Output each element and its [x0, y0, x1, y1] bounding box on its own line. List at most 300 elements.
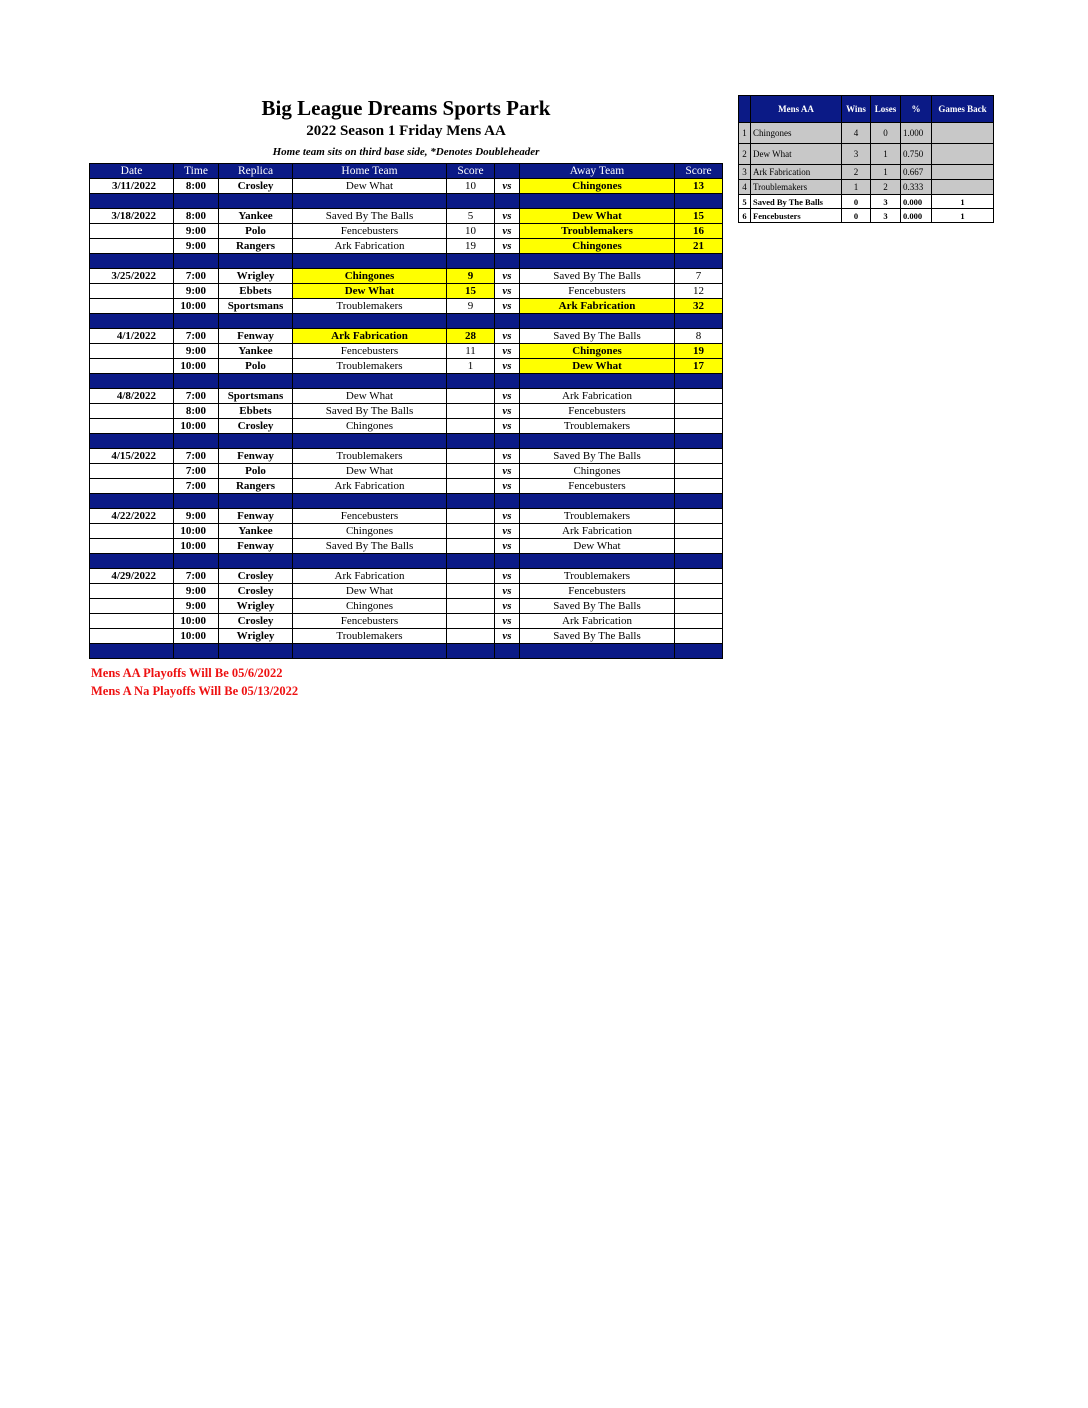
- standings-games-back: [932, 144, 994, 165]
- home-score: [447, 599, 495, 614]
- away-team: Troublemakers: [520, 509, 675, 524]
- standings-body: [739, 123, 994, 223]
- away-score: 8: [675, 329, 723, 344]
- standings-col-pct: %: [901, 96, 932, 123]
- standings-team: Troublemakers: [751, 180, 842, 195]
- home-score: 10: [447, 179, 495, 194]
- game-time: 10:00: [174, 614, 219, 629]
- separator-cell: [447, 434, 495, 449]
- vs-label: vs: [495, 569, 520, 584]
- separator-cell: [447, 494, 495, 509]
- game-time: 7:00: [174, 389, 219, 404]
- home-score: [447, 389, 495, 404]
- home-team: Saved By The Balls: [293, 404, 447, 419]
- away-team: Ark Fabrication: [520, 614, 675, 629]
- separator-cell: [520, 434, 675, 449]
- game-row: [90, 359, 723, 374]
- separator-cell: [293, 194, 447, 209]
- game-time: 9:00: [174, 224, 219, 239]
- game-time: 10:00: [174, 359, 219, 374]
- game-row: [90, 299, 723, 314]
- standings-team: Fencebusters: [751, 209, 842, 223]
- game-replica: Yankee: [219, 344, 293, 359]
- separator-cell: [174, 194, 219, 209]
- game-time: 9:00: [174, 584, 219, 599]
- game-date: [90, 629, 174, 644]
- separator-cell: [90, 644, 174, 659]
- away-score: [675, 479, 723, 494]
- away-team: Troublemakers: [520, 569, 675, 584]
- home-score: 9: [447, 269, 495, 284]
- game-row: [90, 524, 723, 539]
- game-replica: Yankee: [219, 209, 293, 224]
- vs-label: vs: [495, 344, 520, 359]
- standings-team: Ark Fabrication: [751, 165, 842, 180]
- away-team: Ark Fabrication: [520, 524, 675, 539]
- away-team: Saved By The Balls: [520, 629, 675, 644]
- standings-rank: 2: [739, 144, 751, 165]
- game-row: [90, 584, 723, 599]
- page-subtitle: 2022 Season 1 Friday Mens AA: [306, 123, 506, 139]
- playoff-note-a: Mens A Na Playoffs Will Be 05/13/2022: [91, 684, 299, 698]
- game-row: [90, 344, 723, 359]
- vs-label: vs: [495, 599, 520, 614]
- standings-team: Saved By The Balls: [751, 195, 842, 209]
- vs-label: vs: [495, 479, 520, 494]
- week-separator: [90, 314, 723, 329]
- separator-cell: [520, 314, 675, 329]
- away-team: Fencebusters: [520, 479, 675, 494]
- home-team: Dew What: [293, 389, 447, 404]
- game-row: [90, 329, 723, 344]
- game-time: 8:00: [174, 209, 219, 224]
- standings-team: Dew What: [751, 144, 842, 165]
- game-replica: Crosley: [219, 569, 293, 584]
- game-replica: Fenway: [219, 539, 293, 554]
- game-row: [90, 449, 723, 464]
- home-team: Troublemakers: [293, 449, 447, 464]
- separator-cell: [293, 254, 447, 269]
- standings-rank: 4: [739, 180, 751, 195]
- vs-label: vs: [495, 584, 520, 599]
- away-team: Chingones: [520, 344, 675, 359]
- home-team: Fencebusters: [293, 344, 447, 359]
- separator-cell: [293, 554, 447, 569]
- away-team: Ark Fabrication: [520, 299, 675, 314]
- home-score: [447, 584, 495, 599]
- page-title: Big League Dreams Sports Park: [261, 96, 551, 120]
- away-score: 21: [675, 239, 723, 254]
- game-replica: Polo: [219, 359, 293, 374]
- game-date: [90, 224, 174, 239]
- game-date: [90, 464, 174, 479]
- separator-cell: [174, 374, 219, 389]
- separator-cell: [520, 194, 675, 209]
- separator-cell: [495, 644, 520, 659]
- home-score: 9: [447, 299, 495, 314]
- game-time: 7:00: [174, 479, 219, 494]
- standings-col-team: Mens AA: [751, 96, 842, 123]
- home-team: Chingones: [293, 599, 447, 614]
- week-separator: [90, 374, 723, 389]
- home-score: 11: [447, 344, 495, 359]
- separator-cell: [174, 494, 219, 509]
- separator-cell: [495, 254, 520, 269]
- away-score: 13: [675, 179, 723, 194]
- game-date: 3/25/2022: [90, 269, 174, 284]
- separator-cell: [495, 554, 520, 569]
- week-separator: [90, 194, 723, 209]
- standings-team: Chingones: [751, 123, 842, 144]
- home-team: Ark Fabrication: [293, 569, 447, 584]
- home-score: 1: [447, 359, 495, 374]
- game-date: [90, 299, 174, 314]
- game-date: [90, 479, 174, 494]
- separator-cell: [675, 644, 723, 659]
- separator-cell: [675, 254, 723, 269]
- standings-loses: 0: [871, 123, 901, 144]
- col-time: Time: [174, 164, 219, 179]
- game-time: 10:00: [174, 299, 219, 314]
- standings-rank: 6: [739, 209, 751, 223]
- separator-cell: [90, 194, 174, 209]
- separator-cell: [293, 494, 447, 509]
- home-score: [447, 614, 495, 629]
- standings-row: [739, 195, 994, 209]
- home-score: [447, 524, 495, 539]
- away-team: Dew What: [520, 539, 675, 554]
- col-home-team: Home Team: [293, 164, 447, 179]
- game-date: 4/1/2022: [90, 329, 174, 344]
- away-score: [675, 569, 723, 584]
- col-away-team: Away Team: [520, 164, 675, 179]
- standings-col-loses: Loses: [871, 96, 901, 123]
- home-score: [447, 629, 495, 644]
- home-score: [447, 404, 495, 419]
- game-date: [90, 404, 174, 419]
- game-replica: Polo: [219, 224, 293, 239]
- separator-cell: [675, 494, 723, 509]
- game-row: [90, 614, 723, 629]
- separator-cell: [90, 554, 174, 569]
- week-separator: [90, 644, 723, 659]
- game-date: [90, 359, 174, 374]
- vs-label: vs: [495, 449, 520, 464]
- vs-label: vs: [495, 539, 520, 554]
- separator-cell: [219, 374, 293, 389]
- game-row: [90, 569, 723, 584]
- schedule-note: Home team sits on third base side, *Denotes Doubleheader: [272, 146, 540, 158]
- home-score: [447, 479, 495, 494]
- home-score: [447, 419, 495, 434]
- standings-row: [739, 209, 994, 223]
- standings-loses: 1: [871, 144, 901, 165]
- separator-cell: [520, 554, 675, 569]
- away-score: [675, 629, 723, 644]
- game-replica: Sportsmans: [219, 299, 293, 314]
- game-replica: Wrigley: [219, 629, 293, 644]
- separator-cell: [174, 644, 219, 659]
- game-row: [90, 389, 723, 404]
- vs-label: vs: [495, 524, 520, 539]
- separator-cell: [219, 434, 293, 449]
- home-team: Saved By The Balls: [293, 209, 447, 224]
- game-replica: Yankee: [219, 524, 293, 539]
- vs-label: vs: [495, 614, 520, 629]
- away-team: Fencebusters: [520, 404, 675, 419]
- home-team: Chingones: [293, 269, 447, 284]
- game-time: 9:00: [174, 599, 219, 614]
- game-date: 4/22/2022: [90, 509, 174, 524]
- vs-label: vs: [495, 419, 520, 434]
- home-team: Fencebusters: [293, 509, 447, 524]
- col-replica: Replica: [219, 164, 293, 179]
- separator-cell: [447, 374, 495, 389]
- game-replica: Fenway: [219, 449, 293, 464]
- away-score: 32: [675, 299, 723, 314]
- separator-cell: [293, 314, 447, 329]
- vs-label: vs: [495, 284, 520, 299]
- game-replica: Fenway: [219, 509, 293, 524]
- game-replica: Crosley: [219, 584, 293, 599]
- standings-loses: 1: [871, 165, 901, 180]
- standings-table: [738, 95, 994, 223]
- game-date: 3/18/2022: [90, 209, 174, 224]
- separator-cell: [675, 434, 723, 449]
- game-replica: Crosley: [219, 419, 293, 434]
- home-team: Chingones: [293, 524, 447, 539]
- game-time: 7:00: [174, 569, 219, 584]
- game-time: 9:00: [174, 284, 219, 299]
- game-time: 7:00: [174, 329, 219, 344]
- home-score: 5: [447, 209, 495, 224]
- vs-label: vs: [495, 509, 520, 524]
- away-score: [675, 524, 723, 539]
- away-score: [675, 599, 723, 614]
- game-replica: Ebbets: [219, 404, 293, 419]
- separator-cell: [219, 194, 293, 209]
- game-time: 7:00: [174, 464, 219, 479]
- game-time: 7:00: [174, 449, 219, 464]
- away-score: [675, 419, 723, 434]
- separator-cell: [495, 374, 520, 389]
- away-score: 17: [675, 359, 723, 374]
- game-replica: Rangers: [219, 239, 293, 254]
- vs-label: vs: [495, 224, 520, 239]
- home-score: 19: [447, 239, 495, 254]
- home-team: Troublemakers: [293, 629, 447, 644]
- game-date: [90, 539, 174, 554]
- separator-cell: [447, 194, 495, 209]
- standings-rank: 3: [739, 165, 751, 180]
- game-row: [90, 179, 723, 194]
- game-replica: Rangers: [219, 479, 293, 494]
- away-team: Ark Fabrication: [520, 389, 675, 404]
- game-replica: Polo: [219, 464, 293, 479]
- away-score: 12: [675, 284, 723, 299]
- week-separator: [90, 434, 723, 449]
- game-time: 10:00: [174, 419, 219, 434]
- home-team: Troublemakers: [293, 299, 447, 314]
- standings-loses: 2: [871, 180, 901, 195]
- col-home-score: Score: [447, 164, 495, 179]
- standings-row: [739, 165, 994, 180]
- game-time: 7:00: [174, 269, 219, 284]
- away-score: [675, 389, 723, 404]
- away-team: Dew What: [520, 209, 675, 224]
- game-date: [90, 239, 174, 254]
- standings-loses: 3: [871, 195, 901, 209]
- game-date: 4/8/2022: [90, 389, 174, 404]
- vs-label: vs: [495, 239, 520, 254]
- game-row: [90, 419, 723, 434]
- week-separator: [90, 494, 723, 509]
- away-team: Saved By The Balls: [520, 599, 675, 614]
- game-time: 8:00: [174, 404, 219, 419]
- game-time: 9:00: [174, 239, 219, 254]
- separator-cell: [219, 554, 293, 569]
- game-replica: Fenway: [219, 329, 293, 344]
- away-score: [675, 614, 723, 629]
- game-date: 3/11/2022: [90, 179, 174, 194]
- away-team: Chingones: [520, 464, 675, 479]
- standings-games-back: [932, 123, 994, 144]
- separator-cell: [293, 374, 447, 389]
- separator-cell: [174, 314, 219, 329]
- separator-cell: [520, 374, 675, 389]
- away-team: Chingones: [520, 179, 675, 194]
- vs-label: vs: [495, 389, 520, 404]
- standings-pct: 0.000: [901, 195, 932, 209]
- standings-pct: 1.000: [901, 123, 932, 144]
- away-score: [675, 449, 723, 464]
- col-date: Date: [90, 164, 174, 179]
- home-team: Dew What: [293, 464, 447, 479]
- home-score: 28: [447, 329, 495, 344]
- playoff-note-aa: Mens AA Playoffs Will Be 05/6/2022: [91, 666, 283, 680]
- separator-cell: [675, 194, 723, 209]
- vs-label: vs: [495, 404, 520, 419]
- game-time: 10:00: [174, 629, 219, 644]
- standings-wins: 3: [842, 144, 871, 165]
- away-team: Dew What: [520, 359, 675, 374]
- game-time: 9:00: [174, 509, 219, 524]
- standings-col-games-back: Games Back: [932, 96, 994, 123]
- standings-loses: 3: [871, 209, 901, 223]
- standings-wins: 4: [842, 123, 871, 144]
- separator-cell: [675, 314, 723, 329]
- separator-cell: [447, 254, 495, 269]
- game-date: 4/29/2022: [90, 569, 174, 584]
- game-time: 10:00: [174, 539, 219, 554]
- game-replica: Ebbets: [219, 284, 293, 299]
- game-row: [90, 464, 723, 479]
- game-time: 8:00: [174, 179, 219, 194]
- schedule-body: [90, 179, 723, 659]
- game-row: [90, 209, 723, 224]
- away-score: [675, 509, 723, 524]
- game-date: [90, 284, 174, 299]
- game-replica: Crosley: [219, 179, 293, 194]
- away-score: 16: [675, 224, 723, 239]
- away-team: Saved By The Balls: [520, 449, 675, 464]
- game-row: [90, 599, 723, 614]
- standings-col-rank: [739, 96, 751, 123]
- standings-wins: 1: [842, 180, 871, 195]
- home-team: Ark Fabrication: [293, 479, 447, 494]
- separator-cell: [219, 314, 293, 329]
- standings-rank: 1: [739, 123, 751, 144]
- separator-cell: [447, 554, 495, 569]
- separator-cell: [219, 644, 293, 659]
- standings-wins: 0: [842, 209, 871, 223]
- game-row: [90, 629, 723, 644]
- home-team: Ark Fabrication: [293, 329, 447, 344]
- home-team: Dew What: [293, 179, 447, 194]
- home-team: Troublemakers: [293, 359, 447, 374]
- separator-cell: [520, 644, 675, 659]
- separator-cell: [675, 554, 723, 569]
- schedule-header-row: [90, 164, 723, 179]
- standings-row: [739, 144, 994, 165]
- separator-cell: [447, 314, 495, 329]
- separator-cell: [174, 554, 219, 569]
- game-date: [90, 344, 174, 359]
- home-team: Chingones: [293, 419, 447, 434]
- separator-cell: [90, 494, 174, 509]
- home-score: [447, 569, 495, 584]
- game-date: [90, 524, 174, 539]
- game-row: [90, 479, 723, 494]
- vs-label: vs: [495, 329, 520, 344]
- home-team: Ark Fabrication: [293, 239, 447, 254]
- separator-cell: [495, 194, 520, 209]
- separator-cell: [520, 254, 675, 269]
- col-vs: [495, 164, 520, 179]
- separator-cell: [495, 314, 520, 329]
- standings-rank: 5: [739, 195, 751, 209]
- away-score: [675, 584, 723, 599]
- col-away-score: Score: [675, 164, 723, 179]
- standings-pct: 0.000: [901, 209, 932, 223]
- standings-header-row: [739, 96, 994, 123]
- game-row: [90, 239, 723, 254]
- game-time: 9:00: [174, 344, 219, 359]
- away-team: Saved By The Balls: [520, 269, 675, 284]
- game-row: [90, 404, 723, 419]
- away-team: Troublemakers: [520, 224, 675, 239]
- standings-wins: 2: [842, 165, 871, 180]
- game-row: [90, 284, 723, 299]
- separator-cell: [495, 434, 520, 449]
- separator-cell: [90, 314, 174, 329]
- away-team: Fencebusters: [520, 284, 675, 299]
- standings-games-back: 1: [932, 209, 994, 223]
- away-team: Chingones: [520, 239, 675, 254]
- vs-label: vs: [495, 359, 520, 374]
- standings-col-wins: Wins: [842, 96, 871, 123]
- away-score: [675, 539, 723, 554]
- separator-cell: [90, 374, 174, 389]
- away-score: 15: [675, 209, 723, 224]
- home-team: Fencebusters: [293, 614, 447, 629]
- away-score: [675, 404, 723, 419]
- separator-cell: [90, 254, 174, 269]
- away-score: [675, 464, 723, 479]
- home-score: 10: [447, 224, 495, 239]
- game-date: [90, 614, 174, 629]
- game-replica: Wrigley: [219, 599, 293, 614]
